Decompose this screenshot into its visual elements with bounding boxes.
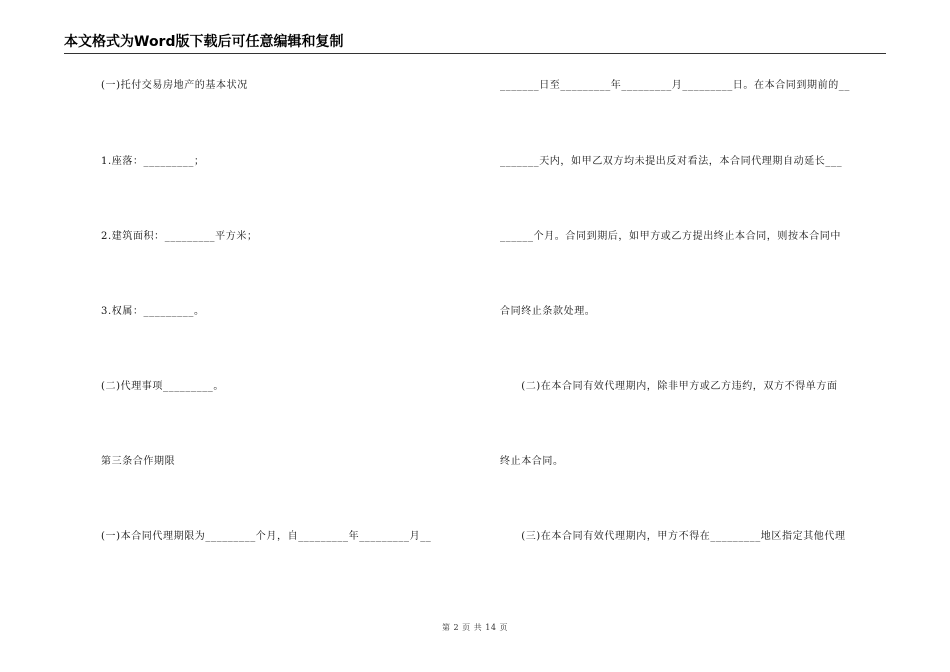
right-line-2: _______天内，如甲乙双方均未提出反对看法，本合同代理期自动延长___ — [500, 156, 843, 167]
right-line-7: (三)在本合同有效代理期内，甲方不得在_________地区指定其他代理 — [500, 531, 846, 542]
left-line-3: 2.建筑面积：_________平方米； — [101, 231, 258, 242]
header-divider — [64, 53, 886, 54]
left-line-7: (一)本合同代理期限为_________个月，自_________年_________月__ — [101, 531, 432, 542]
page-number: 第 2 页 共 14 页 — [442, 623, 508, 632]
left-line-5: (二)代理事项_________。 — [101, 381, 225, 392]
left-line-1: (一)托付交易房地产的基本状况 — [101, 80, 248, 91]
right-line-5: (二)在本合同有效代理期内，除非甲方或乙方违约，双方不得单方面 — [500, 381, 838, 392]
left-line-2: 1.座落：_________； — [101, 156, 205, 167]
document-header: 本文格式为Word版下载后可任意编辑和复制 — [64, 34, 344, 50]
left-line-4: 3.权属：_________。 — [101, 306, 205, 317]
right-line-4: 合同终止条款处理。 — [500, 306, 596, 317]
left-line-6: 第三条合作期限 — [101, 456, 176, 467]
right-line-3: ______个月。合同到期后，如甲方或乙方提出终止本合同，则按本合同中 — [500, 231, 841, 242]
right-line-1: _______日至_________年_________月_________日。在本合同到期前的__ — [500, 80, 850, 91]
right-line-6: 终止本合同。 — [500, 456, 564, 467]
